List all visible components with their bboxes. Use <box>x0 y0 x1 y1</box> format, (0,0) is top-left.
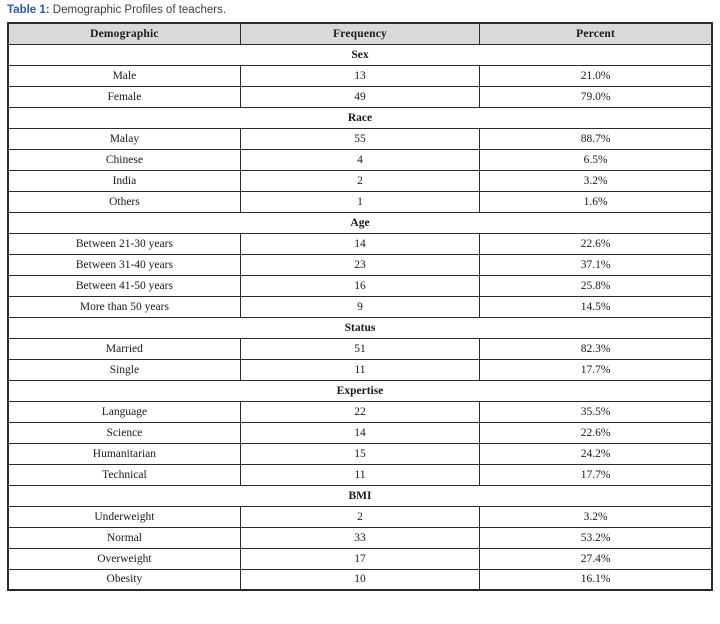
table-row <box>8 128 712 149</box>
section-title: Status <box>8 317 712 338</box>
section-title: Race <box>8 107 712 128</box>
table-row <box>8 191 712 212</box>
table-row <box>8 422 712 443</box>
frequency-cell: 23 <box>240 254 479 275</box>
table-caption <box>7 3 720 17</box>
demographic-cell: Between 21-30 years <box>8 233 240 254</box>
frequency-cell: 2 <box>240 506 479 527</box>
frequency-cell: 11 <box>240 359 479 380</box>
percent-cell: 79.0% <box>480 86 712 107</box>
section-title: Sex <box>8 44 712 65</box>
demographic-cell: India <box>8 170 240 191</box>
table-row <box>8 338 712 359</box>
percent-cell: 88.7% <box>480 128 712 149</box>
demographic-cell: Single <box>8 359 240 380</box>
frequency-cell: 16 <box>240 275 479 296</box>
demographic-cell: Male <box>8 65 240 86</box>
frequency-cell: 17 <box>240 548 479 569</box>
percent-cell: 17.7% <box>480 359 712 380</box>
demographic-cell: Technical <box>8 464 240 485</box>
frequency-cell: 14 <box>240 233 479 254</box>
percent-cell: 6.5% <box>480 149 712 170</box>
demographic-cell: Others <box>8 191 240 212</box>
demographic-cell: More than 50 years <box>8 296 240 317</box>
percent-cell: 37.1% <box>480 254 712 275</box>
table-row <box>8 443 712 464</box>
demographic-cell: Underweight <box>8 506 240 527</box>
table-row <box>8 233 712 254</box>
table-row <box>8 548 712 569</box>
frequency-cell: 10 <box>240 569 479 590</box>
section-row <box>8 212 712 233</box>
percent-cell: 25.8% <box>480 275 712 296</box>
table-row <box>8 401 712 422</box>
percent-cell: 27.4% <box>480 548 712 569</box>
table-caption-text: Demographic Profiles of teachers. <box>49 4 227 16</box>
percent-cell: 24.2% <box>480 443 712 464</box>
frequency-cell: 15 <box>240 443 479 464</box>
percent-cell: 82.3% <box>480 338 712 359</box>
frequency-cell: 33 <box>240 527 479 548</box>
demographic-cell: Obesity <box>8 569 240 590</box>
demographic-cell: Humanitarian <box>8 443 240 464</box>
demographic-cell: Language <box>8 401 240 422</box>
section-title: Expertise <box>8 380 712 401</box>
table-row <box>8 275 712 296</box>
percent-cell: 53.2% <box>480 527 712 548</box>
table-row <box>8 254 712 275</box>
frequency-cell: 2 <box>240 170 479 191</box>
demographic-cell: Overweight <box>8 548 240 569</box>
table-row <box>8 359 712 380</box>
section-row <box>8 44 712 65</box>
frequency-cell: 55 <box>240 128 479 149</box>
table-row <box>8 569 712 590</box>
frequency-cell: 13 <box>240 65 479 86</box>
section-title: BMI <box>8 485 712 506</box>
percent-cell: 16.1% <box>480 569 712 590</box>
demographic-cell: Science <box>8 422 240 443</box>
percent-cell: 22.6% <box>480 233 712 254</box>
percent-cell: 3.2% <box>480 506 712 527</box>
frequency-cell: 11 <box>240 464 479 485</box>
table-row <box>8 296 712 317</box>
header-demographic: Demographic <box>8 23 240 44</box>
percent-cell: 35.5% <box>480 401 712 422</box>
section-row <box>8 380 712 401</box>
frequency-cell: 4 <box>240 149 479 170</box>
percent-cell: 3.2% <box>480 170 712 191</box>
table-caption-label: Table 1: <box>7 4 50 16</box>
percent-cell: 21.0% <box>480 65 712 86</box>
demographic-cell: Malay <box>8 128 240 149</box>
header-percent: Percent <box>480 23 712 44</box>
frequency-cell: 51 <box>240 338 479 359</box>
frequency-cell: 49 <box>240 86 479 107</box>
demographic-cell: Between 41-50 years <box>8 275 240 296</box>
percent-cell: 14.5% <box>480 296 712 317</box>
table-row <box>8 86 712 107</box>
header-row <box>8 23 712 44</box>
demographic-cell: Normal <box>8 527 240 548</box>
table-body <box>8 44 712 590</box>
percent-cell: 1.6% <box>480 191 712 212</box>
table-row <box>8 170 712 191</box>
table-row <box>8 527 712 548</box>
table-row <box>8 506 712 527</box>
demographic-cell: Chinese <box>8 149 240 170</box>
percent-cell: 22.6% <box>480 422 712 443</box>
demographic-cell: Married <box>8 338 240 359</box>
table-row <box>8 65 712 86</box>
section-title: Age <box>8 212 712 233</box>
demographics-table <box>7 22 713 591</box>
demographic-cell: Between 31-40 years <box>8 254 240 275</box>
frequency-cell: 22 <box>240 401 479 422</box>
frequency-cell: 9 <box>240 296 479 317</box>
section-row <box>8 317 712 338</box>
frequency-cell: 14 <box>240 422 479 443</box>
section-row <box>8 485 712 506</box>
table-row <box>8 464 712 485</box>
frequency-cell: 1 <box>240 191 479 212</box>
demographic-cell: Female <box>8 86 240 107</box>
section-row <box>8 107 712 128</box>
table-row <box>8 149 712 170</box>
percent-cell: 17.7% <box>480 464 712 485</box>
header-frequency: Frequency <box>240 23 479 44</box>
